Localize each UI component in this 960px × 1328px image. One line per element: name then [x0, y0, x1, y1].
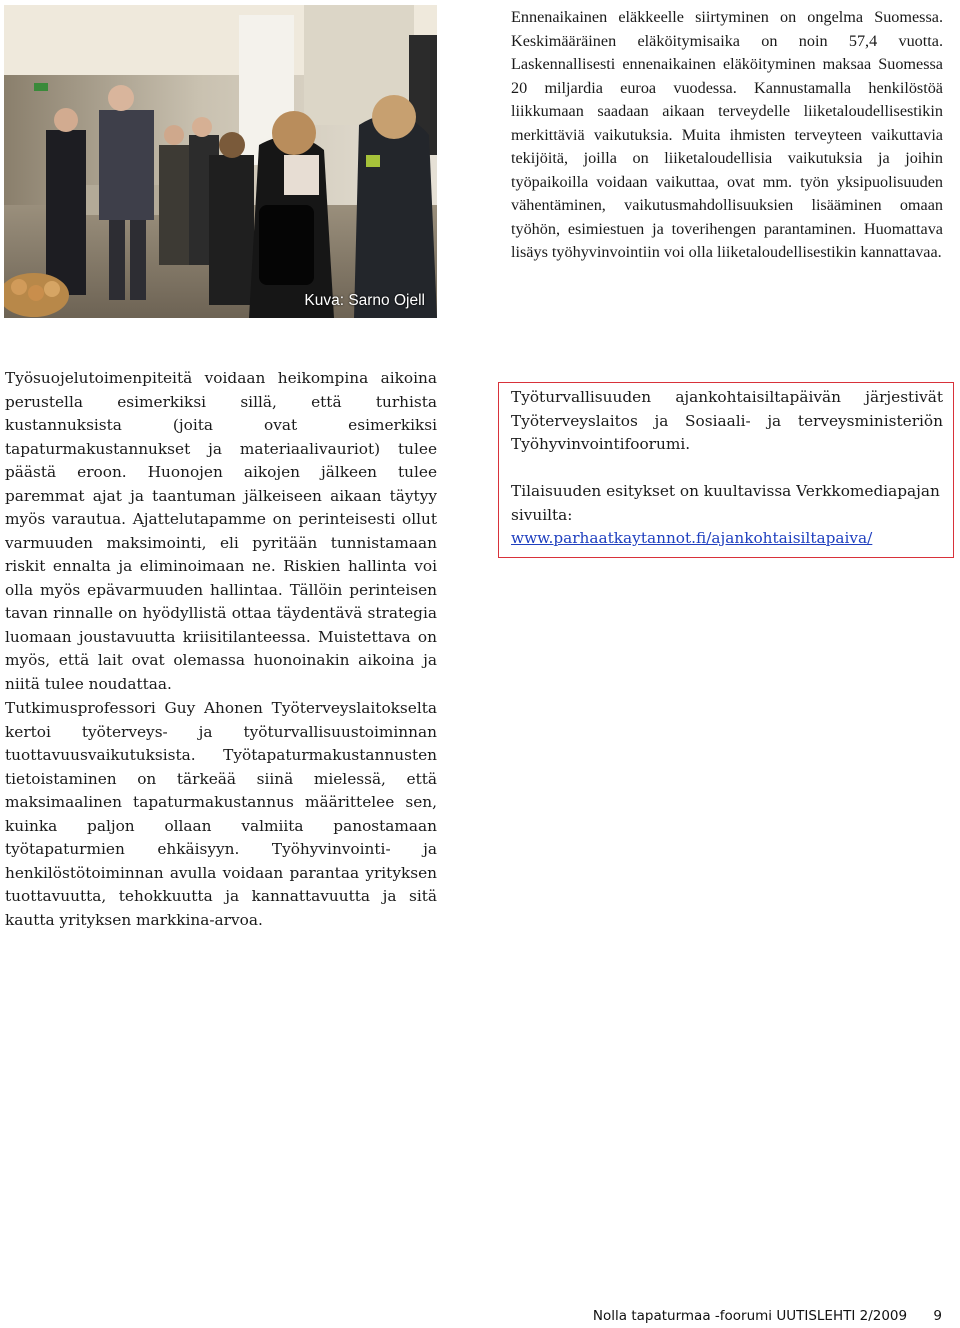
info-box	[498, 382, 954, 558]
photo-caption: Kuva: Sarno Ojell	[304, 292, 425, 309]
info-box-recordings-label: Tilaisuuden esitykset on kuultavissa Verkkomediapajan sivuilta:	[511, 482, 940, 524]
page-number: 9	[933, 1308, 942, 1324]
footer-publication: Nolla tapaturmaa -foorumi UUTISLEHTI 2/2009	[592, 1308, 908, 1324]
photo-illustration	[4, 5, 437, 318]
page-footer	[593, 1308, 942, 1324]
recordings-link[interactable]: www.parhaatkaytannot.fi/ajankohtaisiltapaiva/	[511, 529, 873, 547]
intro-paragraph: Ennenaikainen eläkkeelle siirtyminen on ongelma Suomessa. Keskimääräinen eläköitymisaika on noin 57,4 vuotta. Laskennallisesti ennenaikainen eläköityminen maksaa Suomessa 20 miljardia euroa vuodessa. Kannustamalla henkilöstöä liikkumaan saadaan aikaan terveydelle liiketaloudellisestikin merkittäviä vaikutuksia. Muita ihmisten terveyteen vaikuttavia tekijöitä, joilla on liiketaloudellisia vaikutuksia ja joihin työpaikoilla voidaan vaikuttaa, ovat mm. työn yksipuolisuuden vähentäminen, vaikutusmahdollisuuksien lisääminen omaan työhön, esimiestuen ja toverihengen parantaminen. Huomattava lisäys työhyvinvointiin voi olla liiketaloudellisestikin kannattavaa.	[511, 8, 943, 261]
body-paragraph-1: Työsuojelutoimenpiteitä voidaan heikompina aikoina perustella esimerkiksi sillä, että turhista kustannuksista (joita ovat esimerkiksi tapaturmakustannukset ja materiaalivauriot) tulee päästä eroon. Huonojen aikojen jälkeen tulee paremmat ajat ja taantuman jälkeiseen aikaan täytyy myös varautua. Ajattelutapamme on perinteisesti ollut varmuuden maksimointi, eli pyritään tunnistamaan riskit ennalta ja eliminoimaan ne. Riskien hallinta voi olla myös epävarmuuden hallintaa. Tällöin perinteisen tavan rinnalle on hyödyllistä ottaa täydentävä strategia luomaan joustavuutta kriisitilanteessa. Muistettava on myös, että lait ovat olemassa huonoinakin aikoina ja niitä tulee noudattaa.	[5, 369, 437, 693]
event-photo	[4, 5, 437, 318]
body-paragraph-2: Tutkimusprofessori Guy Ahonen Työterveyslaitokselta kertoi työterveys- ja työturvallisuustoiminnan tuottavuusvaikutuksista. Työtapaturmakustannusten tietoistaminen on tärkeää siinä mielessä, että maksimaalinen tapaturmakustannus määrittelee sen, kuinka paljon ollaan valmiita panostamaan työtapaturmien ehkäisyyn. Työhyvinvointi- ja henkilöstötoiminnan avulla voidaan parantaa yrityksen tuottavuutta, tehokkuutta ja kannattavuutta ja sitä kautta yrityksen markkina-arvoa.	[5, 699, 437, 929]
info-box-text-organizers: Työturvallisuuden ajankohtaisiltapäivän järjestivät Työterveyslaitos ja Sosiaali- ja terveysministeriön Työhyvinvointifoorumi.	[511, 388, 943, 453]
info-box-text-recordings	[511, 480, 943, 551]
